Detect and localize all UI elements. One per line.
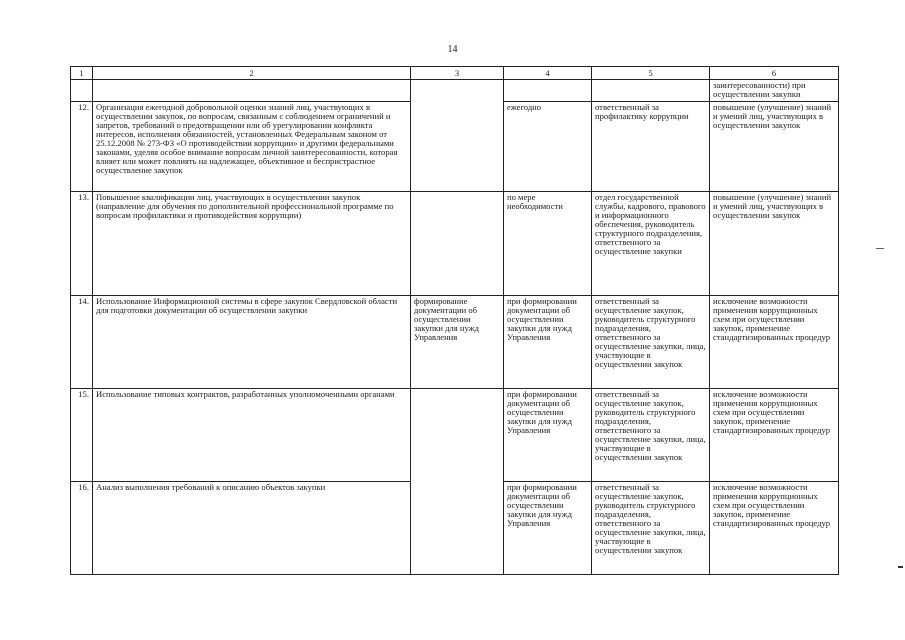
page-number: 14 bbox=[447, 44, 458, 55]
table-cell bbox=[93, 80, 411, 102]
continuation-row bbox=[71, 80, 839, 102]
measure-cell: Использование Информационной системы в сфере закупок Свердловской области для подготовки документации об осуществлении закупки bbox=[93, 296, 411, 389]
result-cell: исключение возможности применения коррупционных схем при осуществлении закупок, применение стандартизированных процедур bbox=[710, 482, 839, 575]
column-header: 4 bbox=[504, 67, 592, 80]
table-row bbox=[71, 192, 839, 296]
result-cell: повышение (улучшение) знаний и умений лиц, участвующих в осуществлении закупок bbox=[710, 192, 839, 296]
row-number: 14. bbox=[71, 296, 93, 389]
term-cell: по мере необходимости bbox=[504, 192, 592, 296]
term-cell: при формировании документации об осуществлении закупки для нужд Управления bbox=[504, 296, 592, 389]
procurement-measures-table bbox=[70, 66, 839, 575]
row-number: 13. bbox=[71, 192, 93, 296]
result-cell: исключение возможности применения коррупционных схем при осуществлении закупок, применение стандартизированных процедур bbox=[710, 296, 839, 389]
result-cell: повышение (улучшение) знаний и умений лиц, участвующих в осуществлении закупок bbox=[710, 102, 839, 192]
responsible-cell: ответственный за профилактику коррупции bbox=[592, 102, 710, 192]
header-row bbox=[71, 67, 839, 80]
measure-cell: Использование типовых контрактов, разработанных уполномоченными органами bbox=[93, 389, 411, 482]
table-cell: заинтересованности) при осуществлении закупки bbox=[710, 80, 839, 102]
column-header: 2 bbox=[93, 67, 411, 80]
column-header: 1 bbox=[71, 67, 93, 80]
table-cell bbox=[71, 80, 93, 102]
row-number: 16. bbox=[71, 482, 93, 575]
table-cell bbox=[504, 80, 592, 102]
term-cell: при формировании документации об осуществлении закупки для нужд Управления bbox=[504, 482, 592, 575]
responsible-cell: ответственный за осуществление закупок, руководитель структурного подразделения, ответственного за осуществление закупки, лица, участвующие в осуществлении закупок bbox=[592, 482, 710, 575]
term-cell: при формировании документации об осуществлении закупки для нужд Управления bbox=[504, 389, 592, 482]
column-header: 5 bbox=[592, 67, 710, 80]
table-row bbox=[71, 296, 839, 389]
responsible-cell: ответственный за осуществление закупок, руководитель структурного подразделения, ответственного за осуществление закупки, лица, участвующие в осуществлении закупок bbox=[592, 389, 710, 482]
measure-cell: Анализ выполнения требований к описанию объектов закупки bbox=[93, 482, 411, 575]
table-cell bbox=[411, 389, 504, 575]
responsible-cell: отдел государственной службы, кадрового, правового и информационного обеспечения, руководитель структурного подразделения, ответственного за осуществление закупки bbox=[592, 192, 710, 296]
measure-cell: Повышение квалификации лиц, участвующих в осуществлении закупок (направление для обучения по дополнительной профессиональной программе по вопросам профилактики и противодействия коррупции) bbox=[93, 192, 411, 296]
table-cell bbox=[592, 80, 710, 102]
row-number: 15. bbox=[71, 389, 93, 482]
purpose-cell: формирование документации об осуществлении закупки для нужд Управления bbox=[411, 296, 504, 389]
scan-mark bbox=[898, 566, 903, 568]
responsible-cell: ответственный за осуществление закупок, руководитель структурного подразделения, ответственного за осуществление закупки, лица, участвующие в осуществлении закупок bbox=[592, 296, 710, 389]
row-number: 12. bbox=[71, 102, 93, 192]
table-row bbox=[71, 389, 839, 482]
scan-mark bbox=[876, 248, 884, 249]
table-cell bbox=[411, 80, 504, 192]
measure-cell: Организация ежегодной добровольной оценки знаний лиц, участвующих в осуществлении закупок, по вопросам, связанным с соблюдением ограничений и запретов, требований о предотвращении или об урегулировании конфликта интересов, исполнения обязанностей, установленных Федеральным законом от 25.12.2008 № 273-ФЗ «О противодействии коррупции» и другими федеральными законами, уделяя особое внимание вопросам личной заинтересованности, которая влияет или может повлиять на надлежащее, объективное и беспристрастное осуществление закупок bbox=[93, 102, 411, 192]
result-cell: исключение возможности применения коррупционных схем при осуществлении закупок, применение стандартизированных процедур bbox=[710, 389, 839, 482]
table-cell bbox=[411, 192, 504, 296]
term-cell: ежегодно bbox=[504, 102, 592, 192]
column-header: 3 bbox=[411, 67, 504, 80]
column-header: 6 bbox=[710, 67, 839, 80]
